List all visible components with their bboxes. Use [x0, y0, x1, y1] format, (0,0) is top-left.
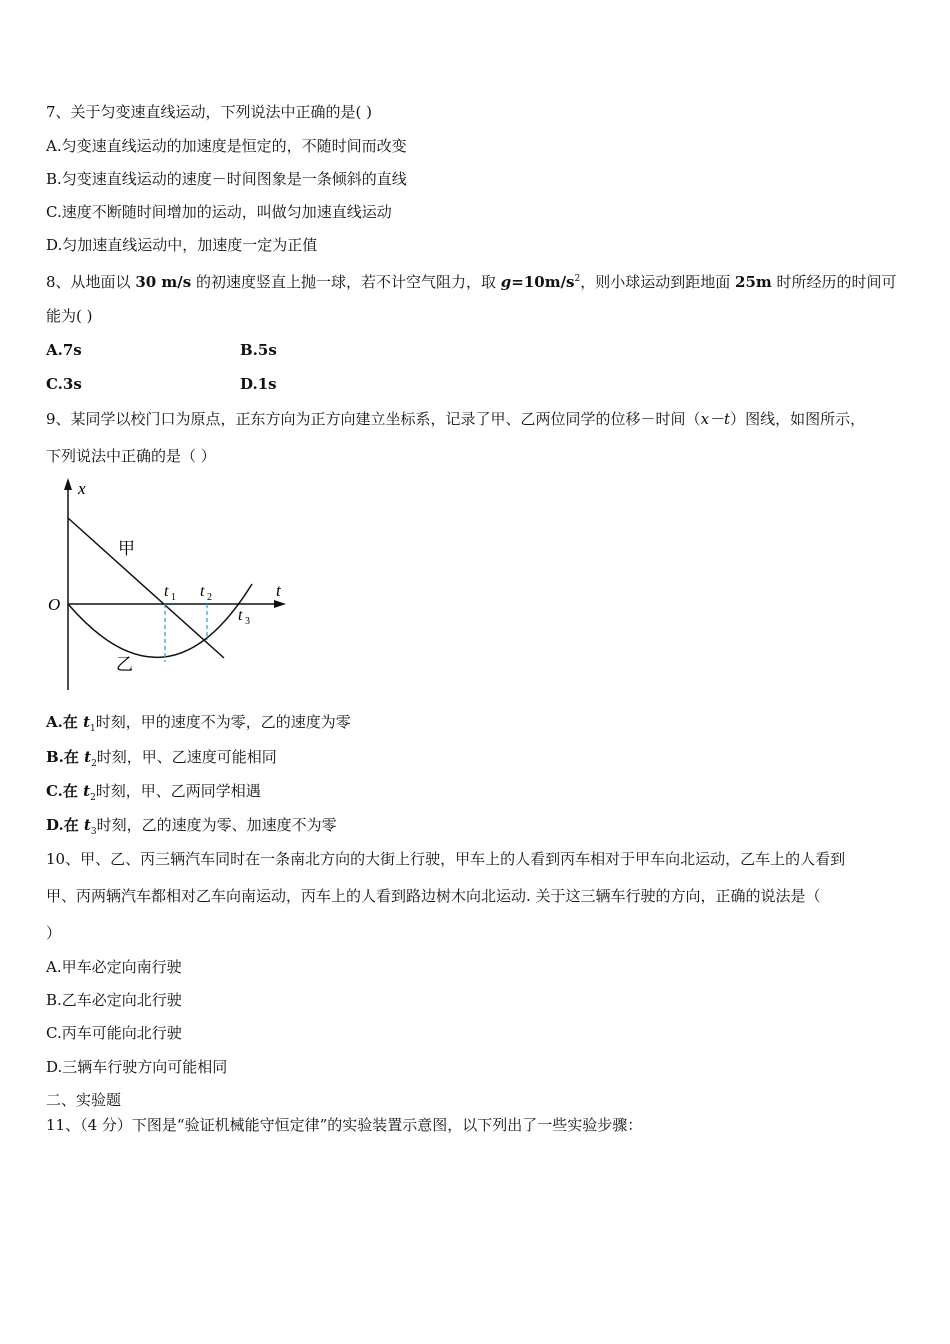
q9-option-a-text: 时刻，甲的速度不为零，乙的速度为零 [95, 713, 351, 731]
q9-option-a-prefix: A.在 [46, 713, 84, 731]
q9-option-a-t: t [83, 713, 91, 731]
q7-stem: 7、关于匀变速直线运动，下列说法中正确的是( ) [46, 103, 373, 121]
t3-label: t [238, 607, 243, 624]
q9-option-b-t: t [84, 748, 92, 766]
q10-option-c: C.丙车可能向北行驶 [46, 1024, 182, 1042]
yi-label: 乙 [116, 655, 133, 675]
q7-option-d: D.匀加速直线运动中，加速度一定为正值 [46, 236, 318, 254]
q9-option-c [46, 781, 261, 808]
q8-height: 25m [735, 273, 772, 291]
q9-option-b-text: 时刻，甲、乙速度可能相同 [96, 748, 277, 766]
x-axis-label: x [78, 479, 86, 498]
q10-stem-line3: ） [46, 924, 62, 942]
q8-stem-line1 [46, 269, 897, 292]
q8-option-a: A.7s [46, 341, 82, 359]
q9-option-c-text: 时刻，甲、乙两同学相遇 [95, 782, 261, 800]
t-axis-arrow [274, 600, 286, 608]
q9-stem-b: ）图线，如图所示， [730, 410, 866, 428]
jia-label: 甲 [118, 539, 135, 559]
q8-g-value: =10m/s [511, 273, 575, 291]
t-axis-label: t [276, 581, 281, 600]
t1-subscript: 1 [171, 592, 176, 603]
origin-label: O [48, 595, 61, 614]
t2-label: t [200, 583, 205, 600]
q9-option-a [46, 712, 351, 739]
q10-stem-line1: 10、甲、乙、丙三辆汽车同时在一条南北方向的大街上行驶，甲车上的人看到丙车相对于甲车向北运动，乙车上的人看到 [46, 850, 846, 868]
q10-option-d: D.三辆车行驶方向可能相同 [46, 1058, 228, 1076]
q7-option-c: C.速度不断随时间增加的运动，叫做匀加速直线运动 [46, 203, 392, 221]
x-axis-arrow [64, 478, 72, 490]
q8-initial-velocity: 30 m/s [135, 273, 192, 291]
t1-label: t [164, 583, 169, 600]
q9-option-b-prefix: B.在 [46, 748, 85, 766]
q8-stem-d: ，则小球运动到距地面 [580, 273, 736, 291]
q8-option-c: C.3s [46, 375, 82, 393]
q9-option-d-text: 时刻，乙的速度为零、加速度不为零 [96, 816, 337, 834]
q8-option-b: B.5s [240, 341, 277, 359]
q8-stem-b: 的初速度竖直上抛一球，若不计空气阻力，取 [191, 273, 501, 291]
q9-option-c-prefix: C.在 [46, 782, 84, 800]
q9-option-d-t: t [83, 816, 91, 834]
xt-graph [40, 474, 300, 696]
q10-option-b: B.乙车必定向北行驶 [46, 991, 182, 1009]
q9-xt: x－t [700, 410, 731, 428]
t2-subscript: 2 [207, 592, 212, 603]
yi-curve [68, 584, 252, 657]
q8-g-symbol: g [500, 273, 512, 291]
q9-stem-line2: 下列说法中正确的是（ ） [46, 447, 216, 465]
q9-option-c-sub: 2 [90, 793, 96, 803]
q8-stem-line2: 能为( ) [46, 307, 93, 325]
q9-stem-a: 9、某同学以校门口为原点，正东方向为正方向建立坐标系，记录了甲、乙两位同学的位移－时间（ [46, 410, 701, 428]
q9-option-d [46, 815, 337, 842]
q8-option-d: D.1s [240, 375, 277, 393]
section-heading: 二、实验题 [46, 1091, 122, 1109]
q9-stem-line1 [46, 409, 865, 429]
q10-option-a: A.甲车必定向南行驶 [46, 958, 182, 976]
q9-option-a-sub: 1 [90, 724, 96, 734]
q9-option-c-t: t [83, 782, 91, 800]
q7-option-b: B.匀变速直线运动的速度－时间图象是一条倾斜的直线 [46, 170, 407, 188]
q8-stem-a: 8、从地面以 [46, 273, 136, 291]
q7-option-a: A.匀变速直线运动的加速度是恒定的，不随时间而改变 [46, 137, 407, 155]
t3-subscript: 3 [245, 616, 250, 627]
q8-g-exponent: 2 [574, 274, 581, 284]
q8-stem-e: 时所经历的时间可 [771, 273, 897, 291]
q9-option-b [46, 747, 277, 774]
q11-stem: 11、（4 分）下图是“验证机械能守恒定律”的实验装置示意图，以下列出了一些实验步骤： [46, 1116, 643, 1134]
q10-stem-line2: 甲、丙两辆汽车都相对乙车向南运动，丙车上的人看到路边树木向北运动. 关于这三辆车行驶的方向，正确的说法是（ [46, 887, 821, 905]
q9-option-d-sub: 3 [90, 827, 97, 837]
q9-option-d-prefix: D.在 [46, 816, 84, 834]
q9-option-b-sub: 2 [91, 759, 97, 769]
